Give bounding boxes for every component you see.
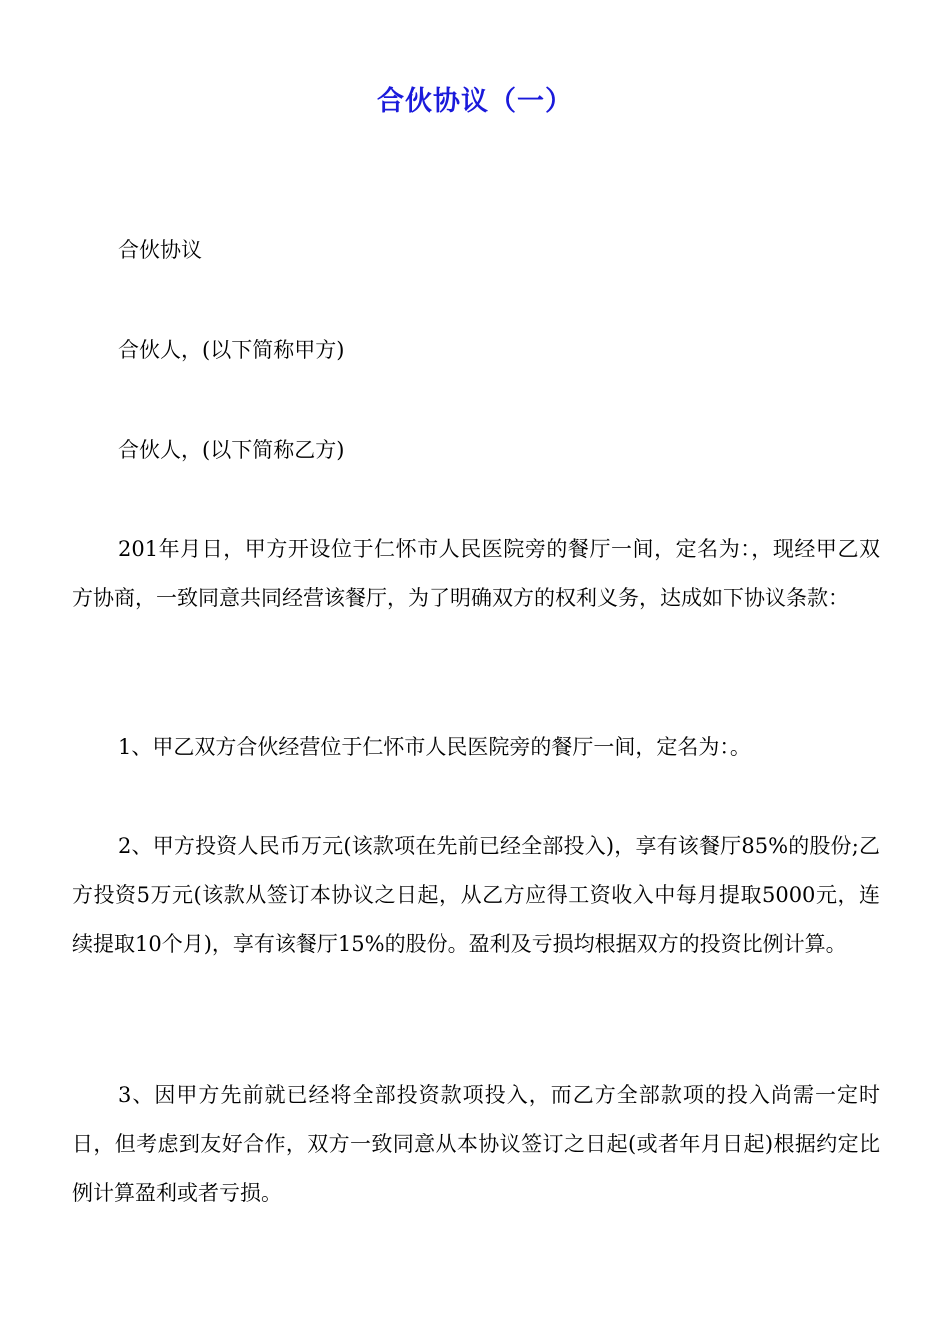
party-a-line: 合伙人，(以下简称甲方) — [118, 338, 345, 362]
party-b-line: 合伙人，(以下简称乙方) — [118, 438, 345, 462]
clause-2: 2、甲方投资人民币万元(该款项在先前已经全部投入)，享有该餐厅85%的股份;乙方投资5万元(该款从签订本协议之日起，从乙方应得工资收入中每月提取5000元，连续提取10个月)，享有该餐厅15%的股份。盈利及亏损均根据双方的投资比例计算。 — [72, 834, 880, 956]
intro-paragraph: 201年月日，甲方开设位于仁怀市人民医院旁的餐厅一间，定名为：，现经甲乙双方协商，一致同意共同经营该餐厅，为了明确双方的权利义务，达成如下协议条款： — [72, 537, 880, 610]
clause-3: 3、因甲方先前就已经将全部投资款项投入，而乙方全部款项的投入尚需一定时日，但考虑到友好合作，双方一致同意从本协议签订之日起(或者年月日起)根据约定比例计算盈利或者亏损。 — [72, 1083, 880, 1205]
document-title: 合伙协议（一） — [377, 86, 573, 117]
clause-1: 1、甲乙双方合伙经营位于仁怀市人民医院旁的餐厅一间，定名为：。 — [118, 735, 751, 759]
agreement-heading: 合伙协议 — [118, 238, 202, 262]
